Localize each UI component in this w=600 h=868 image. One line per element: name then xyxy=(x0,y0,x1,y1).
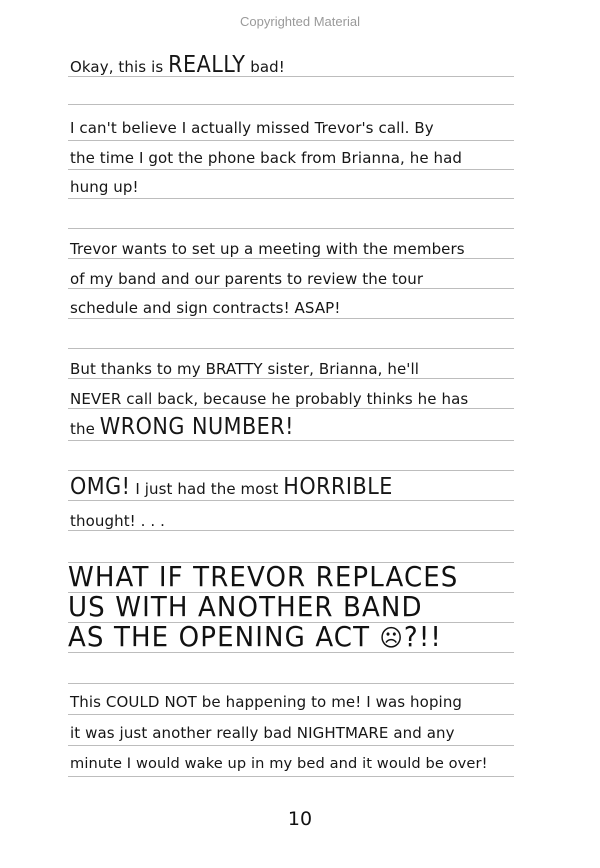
text-run: AS THE OPENING ACT xyxy=(68,620,380,653)
ruled-line xyxy=(68,288,514,289)
paragraph-7-line-2: it was just another really bad NIGHTMARE and any xyxy=(70,724,455,742)
paragraph-2-line-3: hung up! xyxy=(70,178,139,196)
frown-face-icon: ☹ xyxy=(379,624,404,652)
paragraph-2-line-2: the time I got the phone back from Brianna, he had xyxy=(70,149,463,167)
paragraph-5-line-1 xyxy=(70,474,393,500)
ruled-line xyxy=(68,714,514,715)
paragraph-4-line-2: NEVER call back, because he probably thinks he has xyxy=(70,390,469,408)
shout-line-1: WHAT IF TREVOR REPLACES xyxy=(68,560,459,593)
text-run: Okay, this is xyxy=(70,58,169,76)
paragraph-7-line-1: This COULD NOT be happening to me! I was hoping xyxy=(70,693,463,711)
emphasis-omg: OMG! xyxy=(70,474,131,500)
ruled-line xyxy=(68,198,514,199)
paragraph-7-line-3: minute I would wake up in my bed and it would be over! xyxy=(70,755,488,772)
ruled-line xyxy=(68,140,514,141)
ruled-line xyxy=(68,258,514,259)
ruled-line xyxy=(68,683,514,684)
ruled-line xyxy=(68,530,514,531)
text-run: bad! xyxy=(245,58,285,76)
page-number: 10 xyxy=(287,808,313,830)
ruled-line xyxy=(68,104,514,105)
paragraph-2-line-1: I can't believe I actually missed Trevor's call. By xyxy=(70,119,434,137)
text-run: the xyxy=(70,420,100,438)
ruled-line xyxy=(68,348,514,349)
ruled-line xyxy=(68,378,514,379)
paragraph-4-line-1: But thanks to my BRATTY sister, Brianna, he'll xyxy=(70,360,420,378)
ruled-line xyxy=(68,470,514,471)
ruled-line xyxy=(68,318,514,319)
shout-line-3 xyxy=(68,622,442,653)
paragraph-1-line-1 xyxy=(70,52,285,78)
ruled-line xyxy=(68,408,514,409)
copyright-watermark: Copyrighted Material xyxy=(240,14,360,29)
ruled-line xyxy=(68,500,514,501)
ruled-line xyxy=(68,228,514,229)
shout-line-2: US WITH ANOTHER BAND xyxy=(68,590,423,623)
paragraph-5-line-2: thought! . . . xyxy=(70,512,166,530)
text-run: I just had the most xyxy=(130,480,284,498)
paragraph-3-line-2: of my band and our parents to review the tour xyxy=(70,270,424,288)
emphasis-wrong-number: WRONG NUMBER! xyxy=(99,414,294,440)
emphasis-horrible: HORRIBLE xyxy=(283,474,393,500)
paragraph-4-line-3 xyxy=(70,414,294,440)
ruled-line xyxy=(68,745,514,746)
emphasis-really: REALLY xyxy=(168,52,246,78)
paragraph-3-line-1: Trevor wants to set up a meeting with the members xyxy=(70,240,465,258)
text-run: ?!! xyxy=(403,620,442,653)
ruled-line xyxy=(68,440,514,441)
ruled-line xyxy=(68,776,514,777)
ruled-line xyxy=(68,169,514,170)
paragraph-3-line-3: schedule and sign contracts! ASAP! xyxy=(70,299,341,317)
